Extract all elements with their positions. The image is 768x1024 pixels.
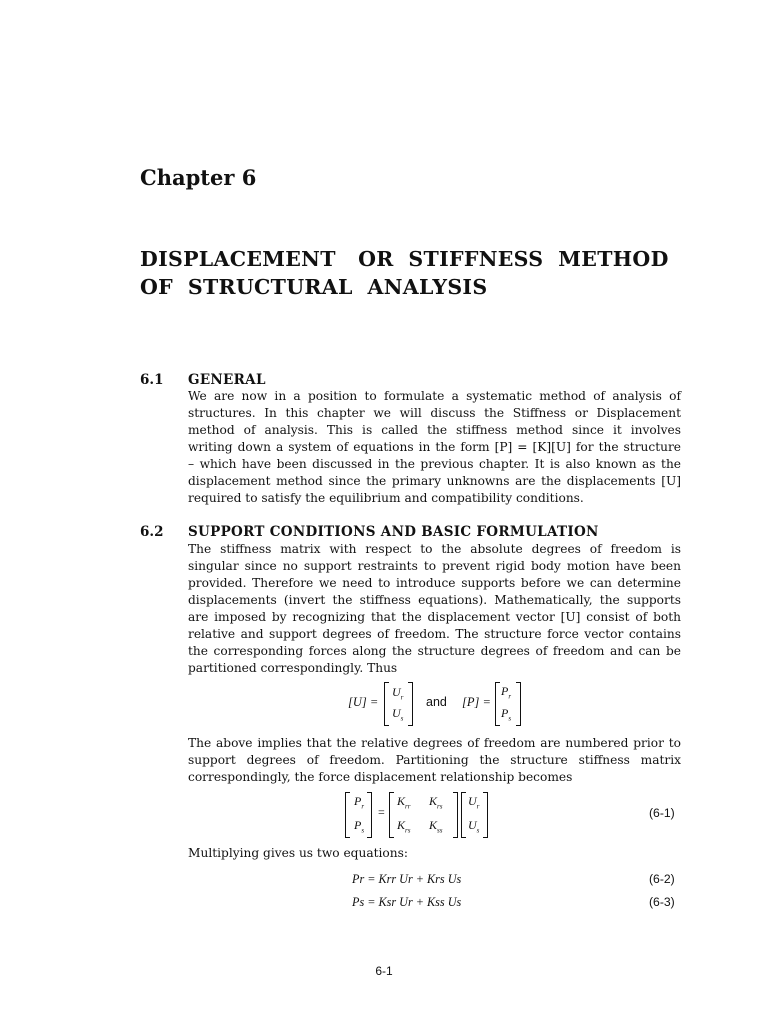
matrix-equation-6-1 xyxy=(345,790,505,838)
u-s-entry: $U_s$ xyxy=(392,706,404,723)
chapter-title-line-1: DISPLACEMENT OR STIFFNESS METHOD xyxy=(140,247,669,271)
paragraph-line: – which have been discussed in the previous chapter. It is also known as the xyxy=(188,457,681,471)
p-s-entry: $P_s$ xyxy=(354,818,365,835)
equation-number-6-3: (6-3) xyxy=(649,895,675,909)
u-s-entry: $U_s$ xyxy=(468,818,480,835)
right-bracket xyxy=(483,792,488,838)
u-r-entry: $U_r$ xyxy=(392,685,404,702)
p-s-entry: $P_s$ xyxy=(501,706,512,723)
paragraph-line: correspondingly, the force displacement relationship becomes xyxy=(188,770,573,784)
paragraph-line: The stiffness matrix with respect to the absolute degrees of freedom is xyxy=(188,542,681,556)
u-vector-lhs: [U] = xyxy=(348,695,379,709)
paragraph-line: displacements (invert the stiffness equations). Mathematically, the supports xyxy=(188,593,681,607)
right-bracket xyxy=(453,792,458,838)
left-bracket xyxy=(389,792,394,838)
left-bracket xyxy=(384,682,389,726)
chapter-title-line-2: OF STRUCTURAL ANALYSIS xyxy=(140,275,488,299)
k-rr-entry: $K_{rr}$ xyxy=(397,794,411,811)
and-word: and xyxy=(426,695,447,709)
equation-6-2: Pr = Krr Ur + Krs Us xyxy=(352,872,462,886)
k-sr-entry: $K_{rs}$ xyxy=(397,818,411,835)
section-number-6-2: 6.2 xyxy=(140,524,164,540)
right-bracket xyxy=(367,792,372,838)
paragraph-line: We are now in a position to formulate a systematic method of analysis of xyxy=(188,389,681,403)
section-number-6-1: 6.1 xyxy=(140,372,164,388)
chapter-label: Chapter 6 xyxy=(140,165,257,190)
section-6-2-paragraph xyxy=(188,541,681,677)
paragraph-line: The above implies that the relative degrees of freedom are numbered prior to xyxy=(188,736,681,750)
right-bracket xyxy=(408,682,413,726)
paragraph-line: provided. Therefore we need to introduce supports before we can determine xyxy=(188,576,681,590)
k-ss-entry: $K_{ss}$ xyxy=(429,818,443,835)
p-r-entry: $P_r$ xyxy=(501,684,512,701)
page-number: 6-1 xyxy=(375,964,393,978)
matrix-partition-definitions xyxy=(340,680,530,726)
p-vector-lhs: [P] = xyxy=(462,695,491,709)
equation-number-6-2: (6-2) xyxy=(649,872,675,886)
p-r-entry: $P_r$ xyxy=(354,794,365,811)
paragraph-line: support degrees of freedom. Partitioning the structure stiffness matrix xyxy=(188,753,681,767)
equals-sign: = xyxy=(378,805,385,819)
left-bracket xyxy=(345,792,350,838)
paragraph-line: singular since no support restraints to prevent rigid body motion have been xyxy=(188,559,681,573)
paragraph-line: are imposed by recognizing that the displacement vector [U] consist of both xyxy=(188,610,681,624)
left-bracket xyxy=(495,682,500,726)
paragraph-line: method of analysis. This is called the stiffness method since it involves xyxy=(188,423,681,437)
left-bracket xyxy=(461,792,466,838)
paragraph-line: required to satisfy the equilibrium and compatibility conditions. xyxy=(188,491,584,505)
paragraph-line: the corresponding forces along the structure degrees of freedom and can be xyxy=(188,644,681,658)
k-rs-entry: $K_{rs}$ xyxy=(429,794,443,811)
chapter-title xyxy=(140,245,669,301)
paragraph-line: partitioned correspondingly. Thus xyxy=(188,661,398,675)
multiplying-sentence: Multiplying gives us two equations: xyxy=(188,846,408,860)
section-heading-general: GENERAL xyxy=(188,372,266,388)
paragraph-line: structures. In this chapter we will discuss the Stiffness or Displacement xyxy=(188,406,681,420)
paragraph-line: relative and support degrees of freedom. The structure force vector contains xyxy=(188,627,681,641)
u-r-entry: $U_r$ xyxy=(468,794,480,811)
equation-6-3: Ps = Ksr Ur + Kss Us xyxy=(352,895,462,909)
section-6-1-paragraph xyxy=(188,388,681,507)
section-6-2-paragraph-continued xyxy=(188,735,681,786)
paragraph-line: displacement method since the primary unknowns are the displacements [U] xyxy=(188,474,681,488)
right-bracket xyxy=(516,682,521,726)
section-heading-support-conditions: SUPPORT CONDITIONS AND BASIC FORMULATION xyxy=(188,524,599,540)
paragraph-line: writing down a system of equations in the form [P] = [K][U] for the structure xyxy=(188,440,681,454)
equation-number-6-1: (6-1) xyxy=(649,806,675,820)
